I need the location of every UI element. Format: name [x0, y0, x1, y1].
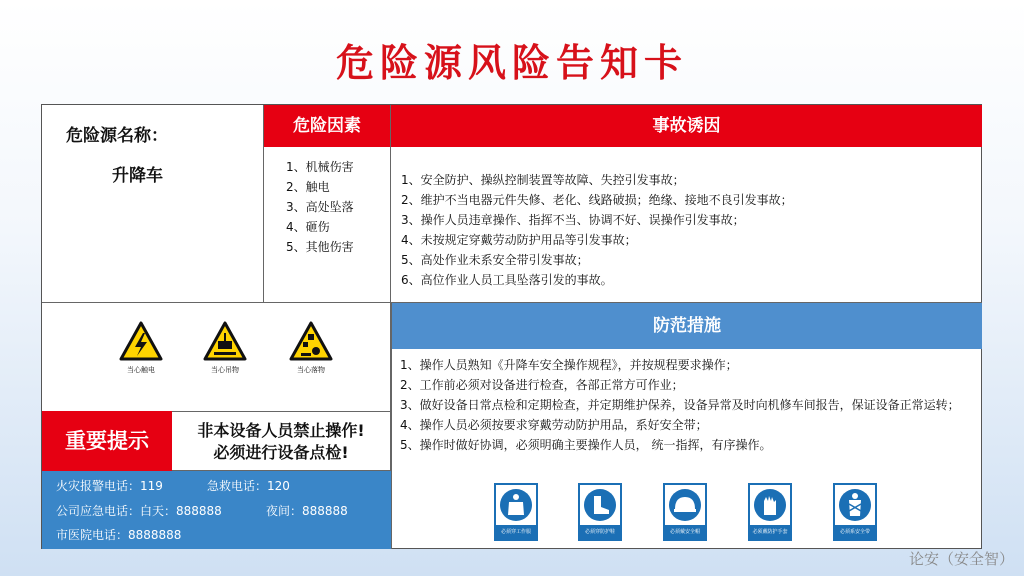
hazard-name-value: 升降车	[112, 166, 163, 186]
list-item: 5、操作时做好协调，必须明确主要操作人员， 统一指挥，有序操作。	[400, 438, 772, 452]
list-item: 2、触电	[286, 180, 330, 194]
accident-causes-list	[401, 170, 793, 290]
list-item: 4、未按规定穿戴劳动防护用品等引发事故；	[401, 233, 637, 247]
risk-factors-list	[286, 157, 354, 257]
list-item: 4、砸伤	[286, 220, 330, 234]
ppe-sign	[748, 483, 792, 541]
warning-signs-cell	[42, 303, 391, 411]
accident-causes-header: 事故诱因	[391, 105, 982, 147]
page-title: 危险源风险告知卡	[335, 41, 688, 85]
list-item: 1、安全防护、操纵控制装置等故障、失控引发事故；	[401, 173, 685, 187]
prevention-cell	[391, 303, 982, 549]
emergency-contacts	[42, 471, 391, 549]
safety-helmet-icon	[669, 489, 701, 521]
ppe-caption: 必须戴防护手套	[750, 525, 790, 539]
ambulance-phone: 急救电话：120	[207, 479, 290, 493]
prevention-header: 防范措施	[392, 303, 982, 349]
list-item: 3、做好设备日常点检和定期检查，并定期维护保养，设备异常及时向机修车间报告，保证设备正常运转；	[400, 398, 960, 412]
ppe-caption: 必须系安全带	[835, 525, 875, 539]
important-notice-text	[172, 411, 391, 471]
hospital-phone: 市医院电话：8888888	[56, 528, 182, 542]
hazard-name-label: 危险源名称：	[66, 126, 168, 146]
ppe-sign	[663, 483, 707, 541]
protective-shoes-icon	[584, 489, 616, 521]
list-item: 5、高处作业未系安全带引发事故；	[401, 253, 589, 267]
work-clothes-icon	[500, 489, 532, 521]
list-item: 4、操作人员必须按要求穿戴劳动防护用品，系好安全带；	[400, 418, 708, 432]
prevention-list	[400, 355, 972, 455]
safety-belt-icon	[839, 489, 871, 521]
protective-gloves-icon	[754, 489, 786, 521]
list-item: 3、操作人员违章操作、指挥不当、协调不好、误操作引发事故；	[401, 213, 745, 227]
list-item: 5、其他伤害	[286, 240, 354, 254]
list-item: 2、工作前必须对设备进行检查，各部正常方可作业；	[400, 378, 684, 392]
list-item: 3、高处坠落	[286, 200, 354, 214]
warning-sign-caption: 当心吊物	[211, 366, 239, 374]
list-item: 1、操作人员熟知《升降车安全操作规程》，并按规程要求操作；	[400, 358, 738, 372]
hanging-load-warning-icon	[203, 321, 247, 361]
falling-objects-warning-icon	[289, 321, 333, 361]
ppe-caption: 必须穿工作服	[496, 525, 536, 539]
ppe-sign	[578, 483, 622, 541]
list-item: 2、维护不当电器元件失修、老化、线路破损；绝缘、接地不良引发事故；	[401, 193, 793, 207]
ppe-caption: 必须戴安全帽	[665, 525, 705, 539]
watermark: 论安（安全智）	[908, 550, 1014, 568]
important-notice-label: 重要提示	[42, 411, 172, 471]
hazard-name-cell	[42, 105, 264, 303]
warning-sign	[106, 321, 176, 375]
accident-causes-cell	[391, 105, 982, 303]
risk-factors-cell	[264, 105, 391, 303]
list-item: 1、机械伤害	[286, 160, 354, 174]
fire-phone: 火灾报警电话：119	[56, 479, 163, 493]
notice-line: 非本设备人员禁止操作!	[197, 421, 365, 440]
list-item: 6、高位作业人员工具坠落引发的事故。	[401, 273, 613, 287]
notice-line: 必须进行设备点检!	[213, 443, 349, 462]
risk-card	[41, 104, 982, 549]
warning-sign-caption: 当心触电	[127, 366, 155, 374]
risk-factors-header: 危险因素	[264, 105, 390, 147]
electric-shock-warning-icon	[119, 321, 163, 361]
ppe-caption: 必须穿防护鞋	[580, 525, 620, 539]
warning-sign-caption: 当心落物	[297, 366, 325, 374]
ppe-sign	[494, 483, 538, 541]
warning-sign	[276, 321, 346, 375]
company-phone-night: 夜间：888888	[266, 504, 348, 518]
ppe-sign	[833, 483, 877, 541]
warning-sign	[190, 321, 260, 375]
company-phone-day: 公司应急电话：白天：888888	[56, 504, 222, 518]
